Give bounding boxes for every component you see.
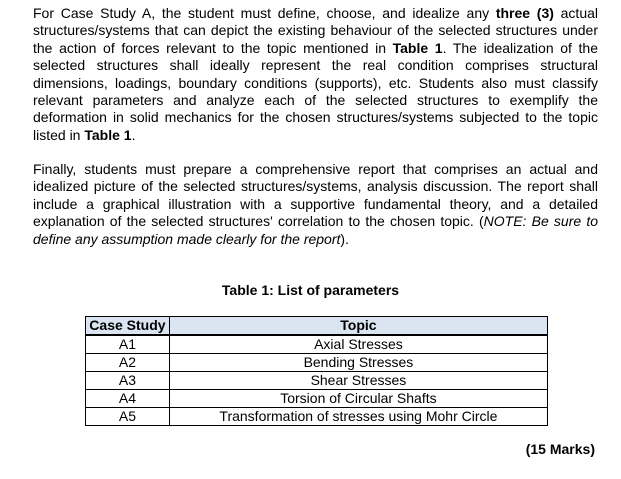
report-requirements-paragraph: [33, 161, 598, 248]
task-description-paragraph: [33, 5, 598, 144]
case-study-cell: A3: [86, 372, 170, 390]
table-reference: Table 1: [392, 39, 443, 56]
marks-label: (15 Marks): [525, 441, 595, 457]
note-text: NOTE: Be sure to define any assumption made clearly for the report: [33, 213, 599, 247]
text-segment: . The idealization of the selected structures shall ideally represent the real condition comprises structural dimensions, loadings, boundary conditions (supports), etc. Students also must classify relevant parameters and analyze each of the selected structures to exemplify the deformation in solid mechanics for the chosen structures/systems subjected to the topic listed in: [33, 39, 598, 143]
table-reference: Table 1: [84, 126, 132, 143]
table-title: Table 1: List of parameters: [221, 282, 400, 298]
case-study-cell: A5: [86, 408, 170, 426]
table-header-row: [86, 317, 548, 336]
column-header-topic: Topic: [169, 317, 547, 336]
topic-cell: Axial Stresses: [169, 335, 547, 354]
text-segment: .: [131, 126, 136, 143]
case-study-cell: A4: [86, 390, 170, 408]
text-segment: ).: [340, 230, 349, 247]
case-study-cell: A2: [86, 354, 170, 372]
table-row: [86, 335, 548, 354]
topic-cell: Transformation of stresses using Mohr Circle: [169, 408, 547, 426]
case-study-cell: A1: [86, 335, 170, 354]
table-row: [86, 390, 548, 408]
topic-cell: Bending Stresses: [169, 354, 547, 372]
parameters-table: [85, 316, 548, 426]
text-segment: Finally, students must prepare a comprehensive report that comprises an actual and idealized picture of the selected structures/systems, analysis discussion. The report shall include a graphical illustration with a supportive fundamental theory, and a detailed explanation of the selected structures' correlation to the chosen topic. (: [33, 161, 598, 230]
text-segment: For Case Study A, the student must define, choose, and idealize any: [33, 5, 496, 21]
table-row: [86, 372, 548, 390]
text-segment: actual structures/systems that can depict the existing behaviour of the selected structures under the action of forces relevant to the topic mentioned in: [33, 5, 599, 56]
emphasis-count: three (3): [495, 5, 554, 21]
table-row: [86, 354, 548, 372]
table-row: [86, 408, 548, 426]
column-header-case-study: Case Study: [86, 317, 170, 336]
topic-cell: Torsion of Circular Shafts: [169, 390, 547, 408]
topic-cell: Shear Stresses: [169, 372, 547, 390]
